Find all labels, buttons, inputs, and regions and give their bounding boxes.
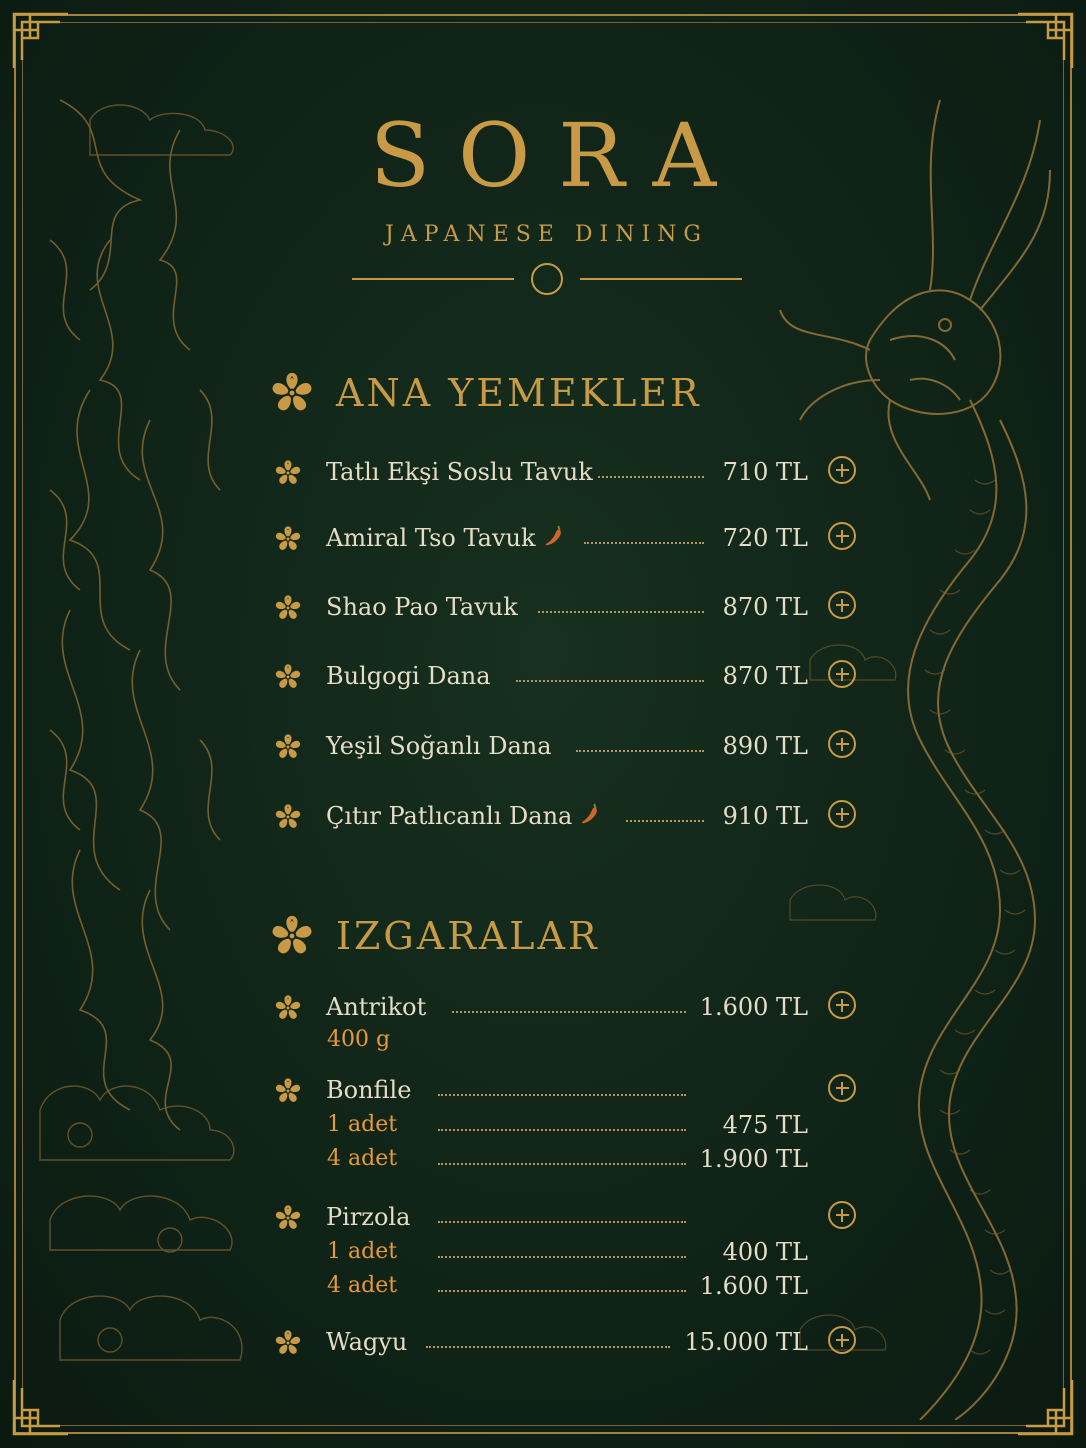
item-price: 15.000 TL [684,1328,808,1356]
add-item-button[interactable] [828,1326,856,1354]
add-item-button[interactable] [828,591,856,619]
menu-item [0,1070,1086,1110]
menu-item [0,1197,1086,1237]
item-name [326,522,566,554]
item-price: 1.600 TL [699,993,808,1021]
variant-price: 1.600 TL [699,1272,808,1300]
dotted-leader [426,1346,670,1348]
corner-ornament-icon [1014,1376,1076,1438]
section-title-label: IZGARALAR [336,914,600,958]
dotted-leader [538,611,704,613]
item-name: Pirzola [326,1203,411,1231]
item-price: 870 TL [722,662,808,690]
item-price: 870 TL [722,593,808,621]
item-name: Wagyu [326,1328,408,1356]
variant-price: 1.900 TL [699,1145,808,1173]
divider-ornament-icon [352,262,742,296]
add-item-button[interactable] [828,1074,856,1102]
item-name-text: Amiral Tso Tavuk [326,524,536,552]
item-name: Bulgogi Dana [326,662,491,690]
sakura-flower-icon [273,802,303,832]
sakura-flower-icon [273,732,303,762]
dotted-leader [516,680,704,682]
menu-item [0,587,1086,627]
section-title-ana-yemekler [268,368,702,418]
sakura-flower-icon [268,912,316,960]
sakura-flower-icon [273,524,303,554]
dotted-leader [626,820,704,822]
add-item-button[interactable] [828,1201,856,1229]
menu-item [0,656,1086,696]
menu-item [0,452,1086,492]
item-price: 890 TL [722,732,808,760]
item-name: Tatlı Ekşi Soslu Tavuk [326,458,593,486]
add-item-button[interactable] [828,730,856,758]
item-name: Yeşil Soğanlı Dana [326,732,552,760]
add-item-button[interactable] [828,456,856,484]
variant-price: 400 TL [722,1238,808,1266]
item-variant-row [0,1109,1086,1143]
item-variant-row [0,1270,1086,1304]
dotted-leader [438,1221,686,1223]
dotted-leader [438,1290,686,1292]
dotted-leader [438,1094,686,1096]
menu-item [0,726,1086,766]
item-name: Shao Pao Tavuk [326,593,518,621]
corner-ornament-icon [10,10,72,72]
item-name: Antrikot [326,993,427,1021]
sakura-flower-icon [268,369,316,417]
item-variant-row [0,1143,1086,1177]
brand-subtitle: JAPANESE DINING [385,222,708,247]
variant-label: 4 adet [327,1273,398,1298]
sakura-flower-icon [273,458,303,488]
sakura-flower-icon [273,593,303,623]
dotted-leader [438,1163,686,1165]
menu-item [0,796,1086,836]
menu-item [0,518,1086,558]
item-price: 710 TL [722,458,808,486]
corner-ornament-icon [10,1376,72,1438]
menu-item [0,1322,1086,1362]
sakura-flower-icon [273,1076,303,1106]
sakura-flower-icon [273,662,303,692]
add-item-button[interactable] [828,522,856,550]
variant-label: 1 adet [327,1112,398,1137]
item-name: Bonfile [326,1076,412,1104]
item-price: 910 TL [722,802,808,830]
menu-item [0,987,1086,1052]
variant-price: 475 TL [722,1111,808,1139]
item-price: 720 TL [722,524,808,552]
chili-pepper-icon [578,802,602,826]
variant-label: 1 adet [327,1239,398,1264]
item-portion-note: 400 g [327,1027,391,1052]
section-title-label: ANA YEMEKLER [336,371,702,415]
sakura-flower-icon [273,993,303,1023]
dotted-leader [598,476,704,478]
add-item-button[interactable] [828,800,856,828]
dotted-leader [584,542,704,544]
dotted-leader [576,750,704,752]
sakura-flower-icon [273,1203,303,1233]
dotted-leader [438,1256,686,1258]
add-item-button[interactable] [828,660,856,688]
corner-ornament-icon [1014,10,1076,72]
sakura-flower-icon [273,1328,303,1358]
dotted-leader [438,1129,686,1131]
section-title-izgaralar [268,911,600,961]
item-name [326,800,602,832]
variant-label: 4 adet [327,1146,398,1171]
add-item-button[interactable] [828,991,856,1019]
chili-pepper-icon [542,524,566,548]
item-name-text: Çıtır Patlıcanlı Dana [326,802,573,830]
brand-title: SORA [369,104,745,207]
dotted-leader [452,1011,686,1013]
item-variant-row [0,1236,1086,1270]
